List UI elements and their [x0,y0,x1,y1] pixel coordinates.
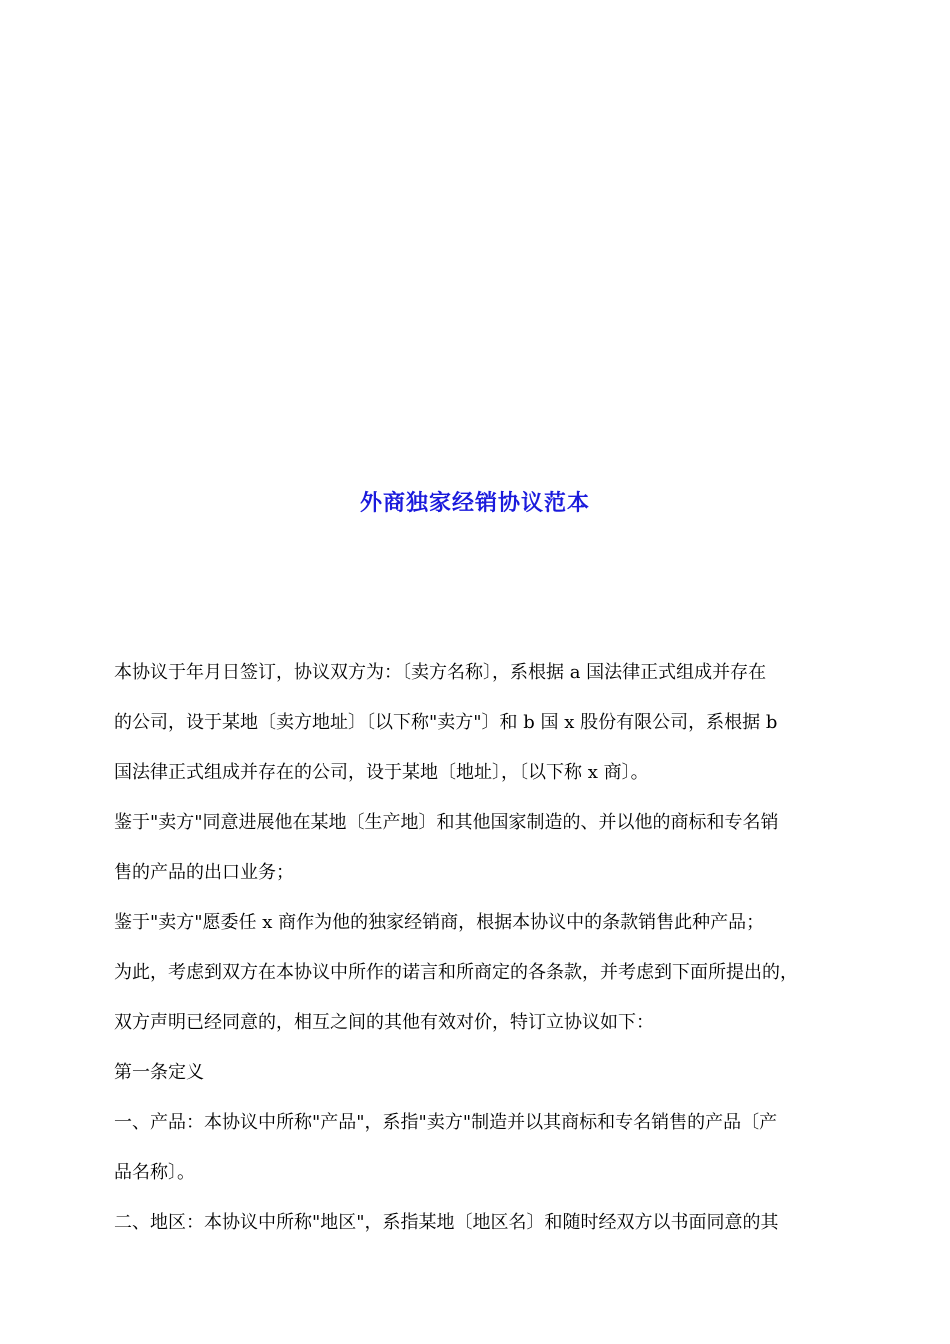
document-body [114,648,854,1248]
text-line: 二、地区：本协议中所称"地区"，系指某地〔地区名〕和随时经双方以书面同意的其 [114,1212,779,1233]
text-line: 鉴于"卖方"愿委任 x 商作为他的独家经销商，根据本协议中的条款销售此种产品； [114,912,765,933]
text-line: 为此，考虑到双方在本协议中所作的诺言和所商定的各条款，并考虑到下面所提出的， [114,962,798,983]
text-line: 品名称〕。 [114,1162,195,1183]
document-title: 外商独家经销协议范本 [359,490,590,516]
text-line: 的公司，设于某地〔卖方地址〕〔以下称"卖方"〕和 b 国 x 股份有限公司，系根据 b [114,712,778,733]
section-heading: 第一条定义 [114,1062,204,1083]
text-line: 双方声明已经同意的，相互之间的其他有效对价，特订立协议如下： [114,1012,654,1033]
text-line: 国法律正式组成并存在的公司，设于某地〔地址〕，〔以下称 x 商〕。 [114,762,649,783]
text-line: 一、产品：本协议中所称"产品"，系指"卖方"制造并以其商标和专名销售的产品〔产 [114,1112,778,1133]
text-line: 鉴于"卖方"同意进展他在某地〔生产地〕和其他国家制造的、并以他的商标和专名销 [114,812,779,833]
text-line: 售的产品的出口业务； [114,862,294,883]
text-line: 本协议于年月日签订，协议双方为：〔卖方名称〕，系根据 a 国法律正式组成并存在 [114,662,767,683]
